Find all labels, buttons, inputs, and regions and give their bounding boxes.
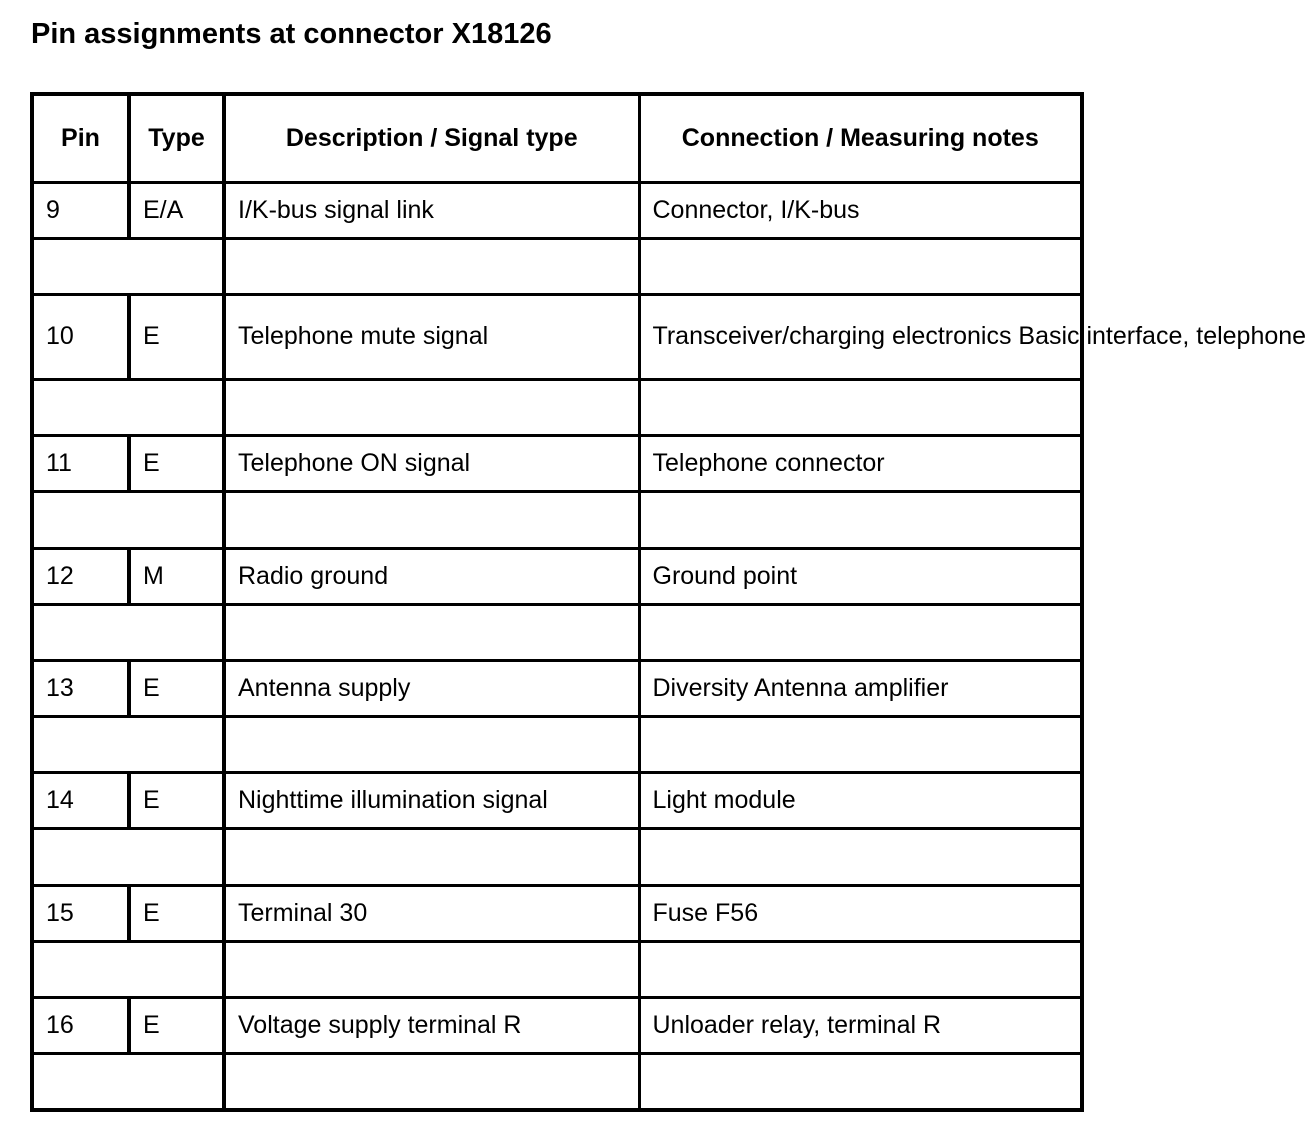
type-cell: E bbox=[129, 885, 224, 941]
spacer-row bbox=[32, 492, 1082, 548]
page-title: Pin assignments at connector X18126 bbox=[31, 18, 552, 50]
connection-cell: Unloader relay, terminal R bbox=[639, 998, 1082, 1054]
spacer-row bbox=[32, 717, 1082, 773]
type-cell: E bbox=[129, 660, 224, 716]
pin-cell: 10 bbox=[32, 294, 129, 379]
pin-cell: 9 bbox=[32, 182, 129, 238]
pin-cell: 11 bbox=[32, 436, 129, 492]
spacer-cell bbox=[32, 604, 224, 660]
header-description: Description / Signal type bbox=[224, 94, 639, 182]
spacer-cell bbox=[224, 604, 639, 660]
type-cell: E bbox=[129, 294, 224, 379]
spacer-row bbox=[32, 941, 1082, 997]
type-cell: M bbox=[129, 548, 224, 604]
pin-cell: 13 bbox=[32, 660, 129, 716]
spacer-cell bbox=[32, 717, 224, 773]
description-cell: Telephone ON signal bbox=[224, 436, 639, 492]
spacer-cell bbox=[224, 492, 639, 548]
spacer-row bbox=[32, 380, 1082, 436]
pin-assignment-table bbox=[30, 92, 1306, 1112]
table-row bbox=[32, 182, 1082, 238]
table-row bbox=[32, 294, 1082, 379]
connection-cell: Transceiver/charging electronics Basic interface, telephone bbox=[639, 294, 1082, 379]
type-cell: E bbox=[129, 998, 224, 1054]
spacer-cell bbox=[32, 492, 224, 548]
table-row bbox=[32, 660, 1082, 716]
connection-cell: Light module bbox=[639, 773, 1082, 829]
table-row bbox=[32, 773, 1082, 829]
connection-cell: Telephone connector bbox=[639, 436, 1082, 492]
connection-cell: Diversity Antenna amplifier bbox=[639, 660, 1082, 716]
description-cell: Radio ground bbox=[224, 548, 639, 604]
spacer-cell bbox=[224, 717, 639, 773]
table-row bbox=[32, 885, 1082, 941]
spacer-row bbox=[32, 1054, 1082, 1110]
description-cell: Antenna supply bbox=[224, 660, 639, 716]
spacer-cell bbox=[224, 1054, 639, 1110]
type-cell: E bbox=[129, 773, 224, 829]
spacer-cell bbox=[32, 941, 224, 997]
spacer-cell bbox=[639, 829, 1082, 885]
spacer-cell bbox=[32, 238, 224, 294]
type-cell: E bbox=[129, 436, 224, 492]
pin-cell: 12 bbox=[32, 548, 129, 604]
spacer-cell bbox=[639, 941, 1082, 997]
spacer-cell bbox=[224, 941, 639, 997]
spacer-cell bbox=[639, 717, 1082, 773]
spacer-row bbox=[32, 604, 1082, 660]
spacer-cell bbox=[639, 604, 1082, 660]
pin-cell: 16 bbox=[32, 998, 129, 1054]
pin-cell: 14 bbox=[32, 773, 129, 829]
spacer-cell bbox=[224, 238, 639, 294]
spacer-cell bbox=[32, 1054, 224, 1110]
spacer-cell bbox=[639, 1054, 1082, 1110]
table-row bbox=[32, 548, 1082, 604]
spacer-cell bbox=[32, 829, 224, 885]
description-cell: Nighttime illumination signal bbox=[224, 773, 639, 829]
description-cell: I/K-bus signal link bbox=[224, 182, 639, 238]
description-cell: Terminal 30 bbox=[224, 885, 639, 941]
spacer-cell bbox=[639, 238, 1082, 294]
spacer-cell bbox=[639, 492, 1082, 548]
type-cell: E/A bbox=[129, 182, 224, 238]
connection-cell: Ground point bbox=[639, 548, 1082, 604]
description-cell: Voltage supply terminal R bbox=[224, 998, 639, 1054]
spacer-row bbox=[32, 238, 1082, 294]
table-header-row bbox=[32, 94, 1082, 182]
header-pin: Pin bbox=[32, 94, 129, 182]
spacer-cell bbox=[639, 380, 1082, 436]
connection-cell: Connector, I/K-bus bbox=[639, 182, 1082, 238]
spacer-cell bbox=[32, 380, 224, 436]
description-cell: Telephone mute signal bbox=[224, 294, 639, 379]
spacer-cell bbox=[224, 829, 639, 885]
table-row bbox=[32, 436, 1082, 492]
spacer-cell bbox=[224, 380, 639, 436]
table-row bbox=[32, 998, 1082, 1054]
header-type: Type bbox=[129, 94, 224, 182]
spacer-row bbox=[32, 829, 1082, 885]
header-connection: Connection / Measuring notes bbox=[639, 94, 1082, 182]
connection-cell: Fuse F56 bbox=[639, 885, 1082, 941]
pin-cell: 15 bbox=[32, 885, 129, 941]
